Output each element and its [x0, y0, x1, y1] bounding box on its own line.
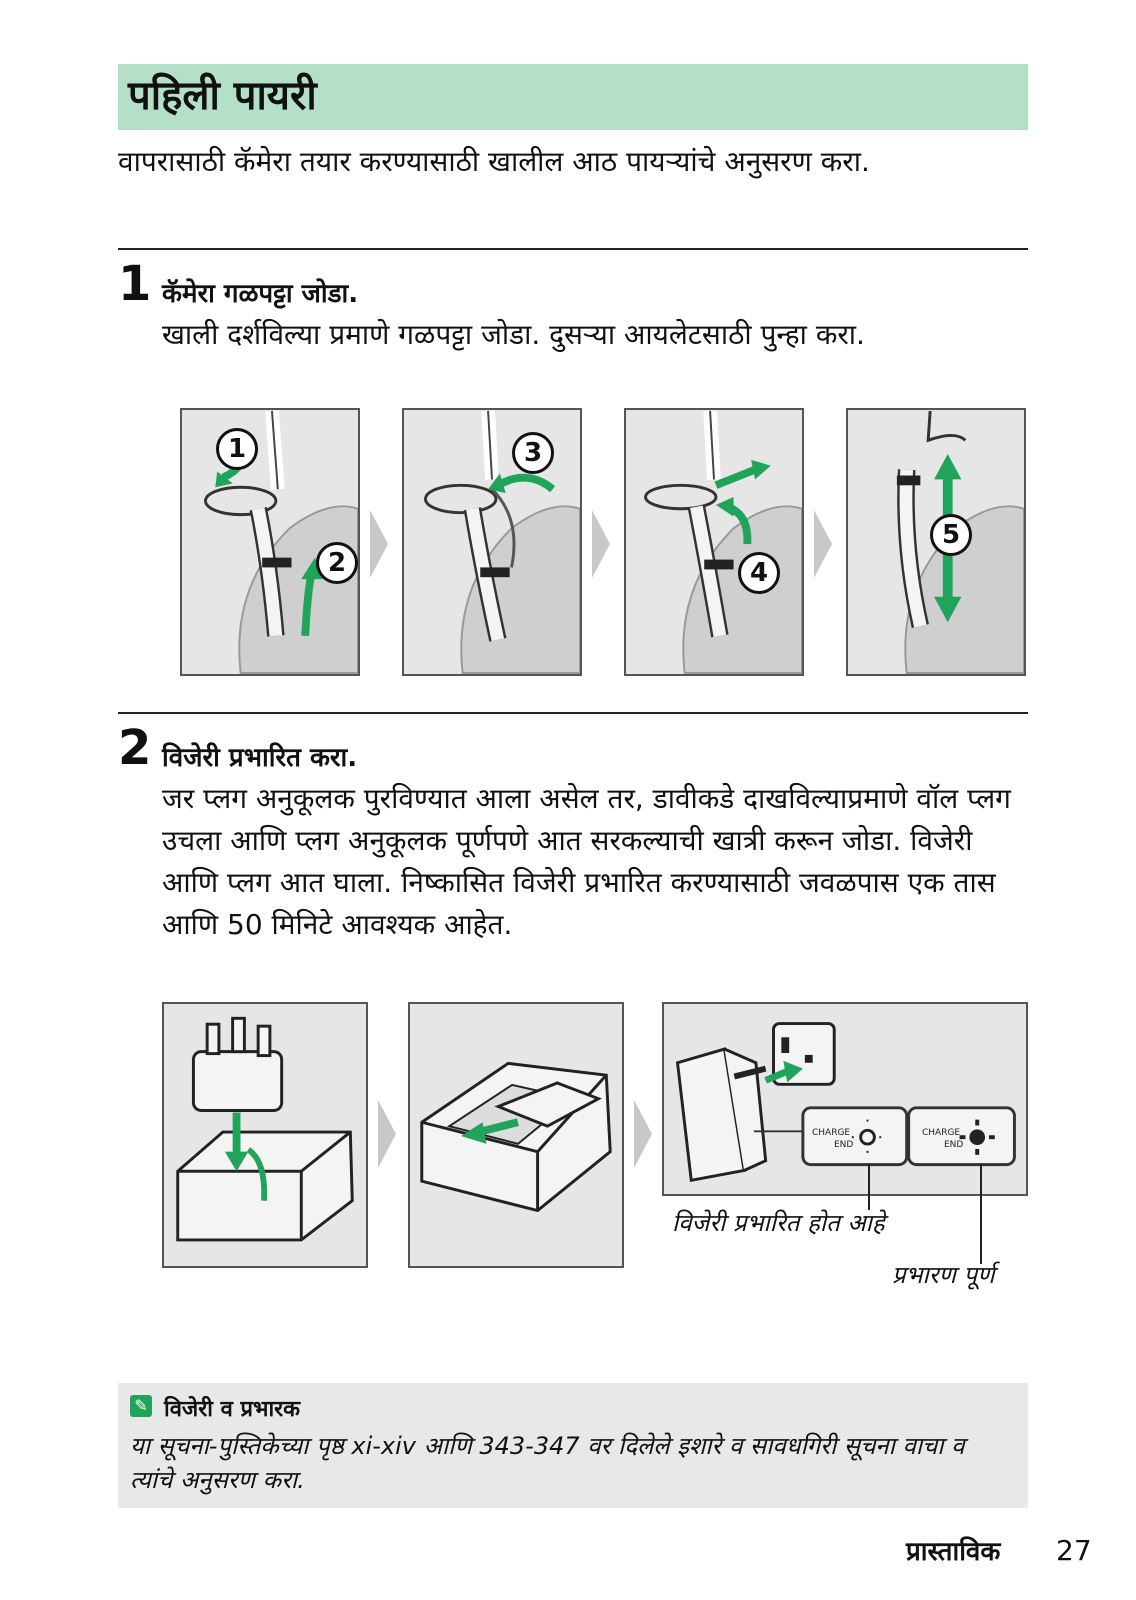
step-number: 2: [118, 720, 152, 776]
step-arrow-icon: [592, 510, 610, 578]
caption-charging: विजेरी प्रभारित होत आहे: [672, 1209, 885, 1237]
page-number: 27: [1056, 1534, 1092, 1567]
callout-3: 3: [512, 432, 554, 474]
callout-5: 5: [930, 514, 972, 556]
page-title: पहिली पायरी: [128, 73, 317, 119]
section-heading-banner: [118, 64, 1028, 130]
caption-charge-complete: प्रभारण पूर्ण: [892, 1261, 995, 1289]
step-title: कॅमेरा गळपट्टा जोडा.: [162, 279, 359, 309]
leader-line: [868, 1164, 870, 1210]
callout-1: 1: [216, 428, 258, 470]
footer-section-name: प्रास्ताविक: [906, 1537, 1001, 1567]
callout-2: 2: [316, 542, 358, 584]
step-arrow-icon: [814, 510, 832, 578]
lamp-label-charge: CHARGE: [812, 1128, 851, 1138]
battery-insert-illustration: [408, 1002, 624, 1268]
charger-wall-illustration: [662, 1002, 1028, 1196]
plug-adapter-illustration: [162, 1002, 368, 1268]
lamp-label-charge: CHARGE: [922, 1128, 961, 1138]
strap-illustration-3: [624, 408, 804, 676]
step-arrow-icon: [634, 1100, 652, 1168]
lamp-label-end: END: [944, 1140, 964, 1150]
leader-line: [980, 1164, 982, 1264]
step-divider: [118, 712, 1028, 714]
step-number: 1: [118, 256, 152, 312]
step-title: विजेरी प्रभारित करा.: [162, 743, 358, 773]
pencil-icon: ✎: [130, 1395, 152, 1417]
step-divider: [118, 248, 1028, 250]
note-title: विजेरी व प्रभारक: [164, 1397, 301, 1422]
lamp-label-end: END: [834, 1140, 854, 1150]
step-body: जर प्लग अनुकूलक पुरविण्यात आला असेल तर, डावीकडे दाखविल्याप्रमाणे वॉल प्लग उचला आणि प्लग अनुकूलक पूर्णपणे आत सरकल्याची खात्री करून जोडा. विजेरी आणि प्लग आत घाला. निष्कासित विजेरी प्रभारित करण्यासाठी जवळपास एक तास आणि 50 मिनिटे आवश्यक आहेत.: [162, 782, 1011, 941]
strap-illustration-2: [402, 408, 582, 676]
step-arrow-icon: [370, 510, 388, 578]
note-body: या सूचना-पुस्तिकेच्या पृष्ठ xi-xiv आणि 343-347 वर दिलेले इशारे व सावधगिरी सूचना वाचा व त्यांचे अनुसरण करा.: [130, 1432, 965, 1494]
step-arrow-icon: [378, 1100, 396, 1168]
step-body: खाली दर्शविल्या प्रमाणे गळपट्टा जोडा. दुसऱ्या आयलेटसाठी पुन्हा करा.: [162, 318, 865, 351]
callout-4: 4: [738, 552, 780, 594]
note-box: [118, 1383, 1028, 1508]
intro-text: वापरासाठी कॅमेरा तयार करण्यासाठी खालील आठ पायऱ्यांचे अनुसरण करा.: [118, 145, 870, 178]
